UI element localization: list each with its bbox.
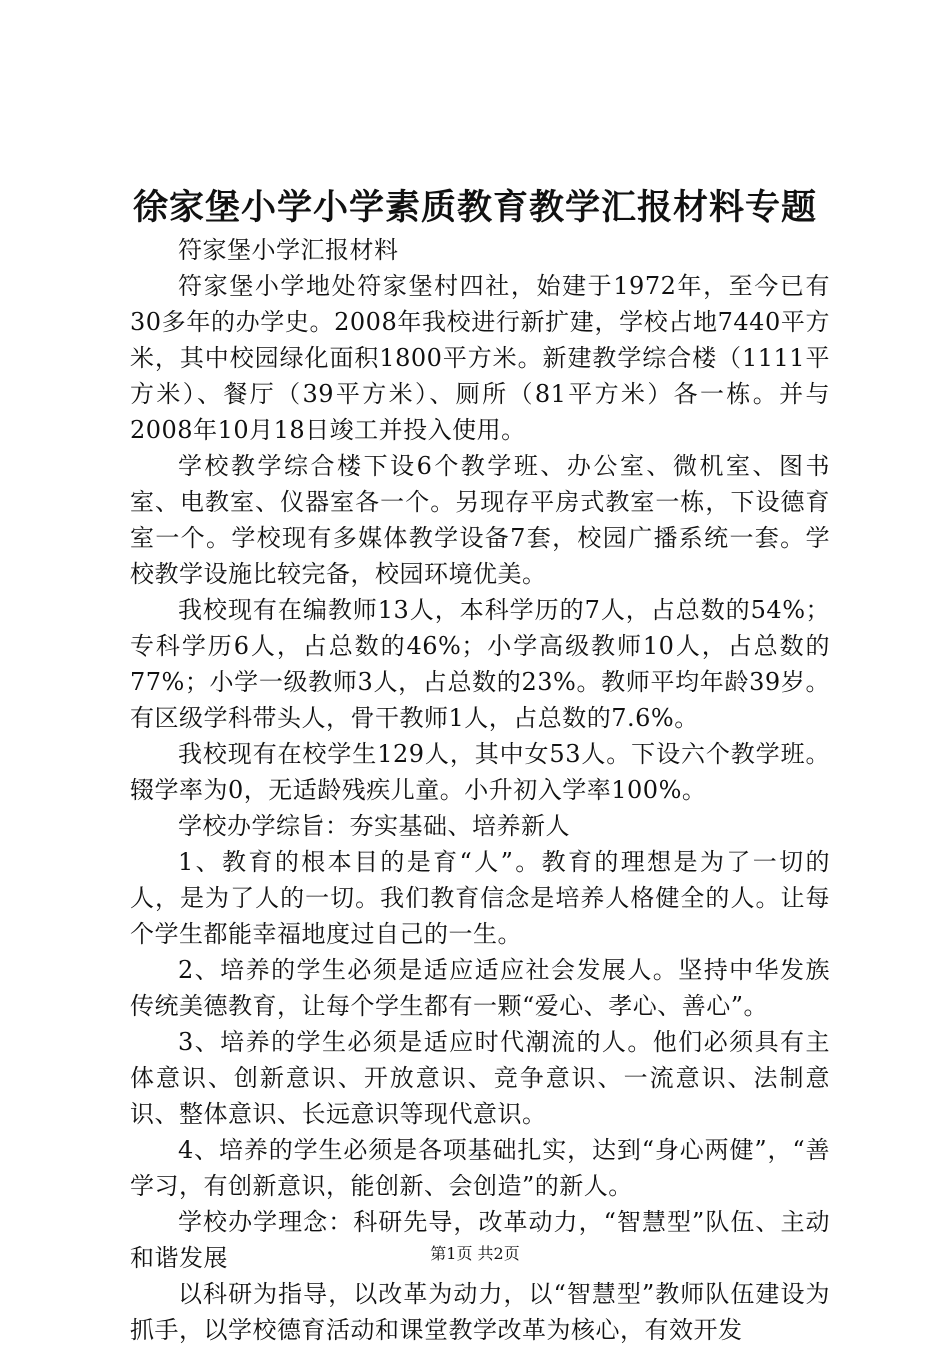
paragraph-point-3: 3、培养的学生必须是适应时代潮流的人。他们必须具有主体意识、创新意识、开放意识、竞争意识、一流意识、法制意识、整体意识、长远意识等现代意识。	[130, 1028, 830, 1128]
paragraph-students: 我校现有在校学生129人，其中女53人。下设六个教学班。辍学率为0，无适龄残疾儿童。小升初入学率100%。	[130, 740, 830, 804]
paragraph-point-1: 1、教育的根本目的是育“人”。教育的理想是为了一切的人，是为了人的一切。我们教育信念是培养人格健全的人。让每个学生都能幸福地度过自己的一生。	[130, 848, 830, 948]
document-title: 徐家堡小学小学素质教育教学汇报材料专题	[132, 187, 817, 228]
paragraph-facilities: 学校教学综合楼下设6个教学班、办公室、微机室、图书室、电教室、仪器室各一个。另现存平房式教室一栋，下设德育室一个。学校现有多媒体教学设备7套，校园广播系统一套。学校教学设施比较完备，校园环境优美。	[130, 452, 830, 588]
paragraph-heading: 符家堡小学汇报材料	[178, 236, 399, 264]
paragraph-school-philosophy: 学校办学理念：科研先导，改革动力，“智慧型”队伍、主动和谐发展	[130, 1208, 830, 1272]
paragraph-philosophy-detail: 以科研为指导，以改革为动力，以“智慧型”教师队伍建设为抓手，以学校德育活动和课堂教学改革为核心，有效开发	[130, 1280, 830, 1344]
paragraph-teachers: 我校现有在编教师13人，本科学历的7人，占总数的54%；专科学历6人，占总数的46%；小学高级教师10人，占总数的77%；小学一级教师3人，占总数的23%。教师平均年龄39岁。有区级学科带头人，骨干教师1人，占总数的7.6%。	[130, 596, 830, 732]
paragraph-point-2: 2、培养的学生必须是适应适应社会发展人。坚持中华发族传统美德教育，让每个学生都有一颗“爱心、孝心、善心”。	[130, 956, 830, 1020]
document-body	[130, 232, 830, 1348]
paragraph-school-motto: 学校办学综旨：夯实基础、培养新人	[178, 812, 570, 840]
paragraph-school-overview: 符家堡小学地处符家堡村四社，始建于1972年，至今已有30多年的办学史。2008年我校进行新扩建，学校占地7440平方米，其中校园绿化面积1800平方米。新建教学综合楼（1111平方米）、餐厅（39平方米）、厕所（81平方米）各一栋。并与2008年10月18日竣工并投入使用。	[130, 272, 830, 444]
paragraph-point-4: 4、培养的学生必须是各项基础扎实，达到“身心两健”，“善学习，有创新意识，能创新、会创造”的新人。	[130, 1136, 830, 1200]
page-footer: 第1页 共2页	[430, 1244, 520, 1263]
